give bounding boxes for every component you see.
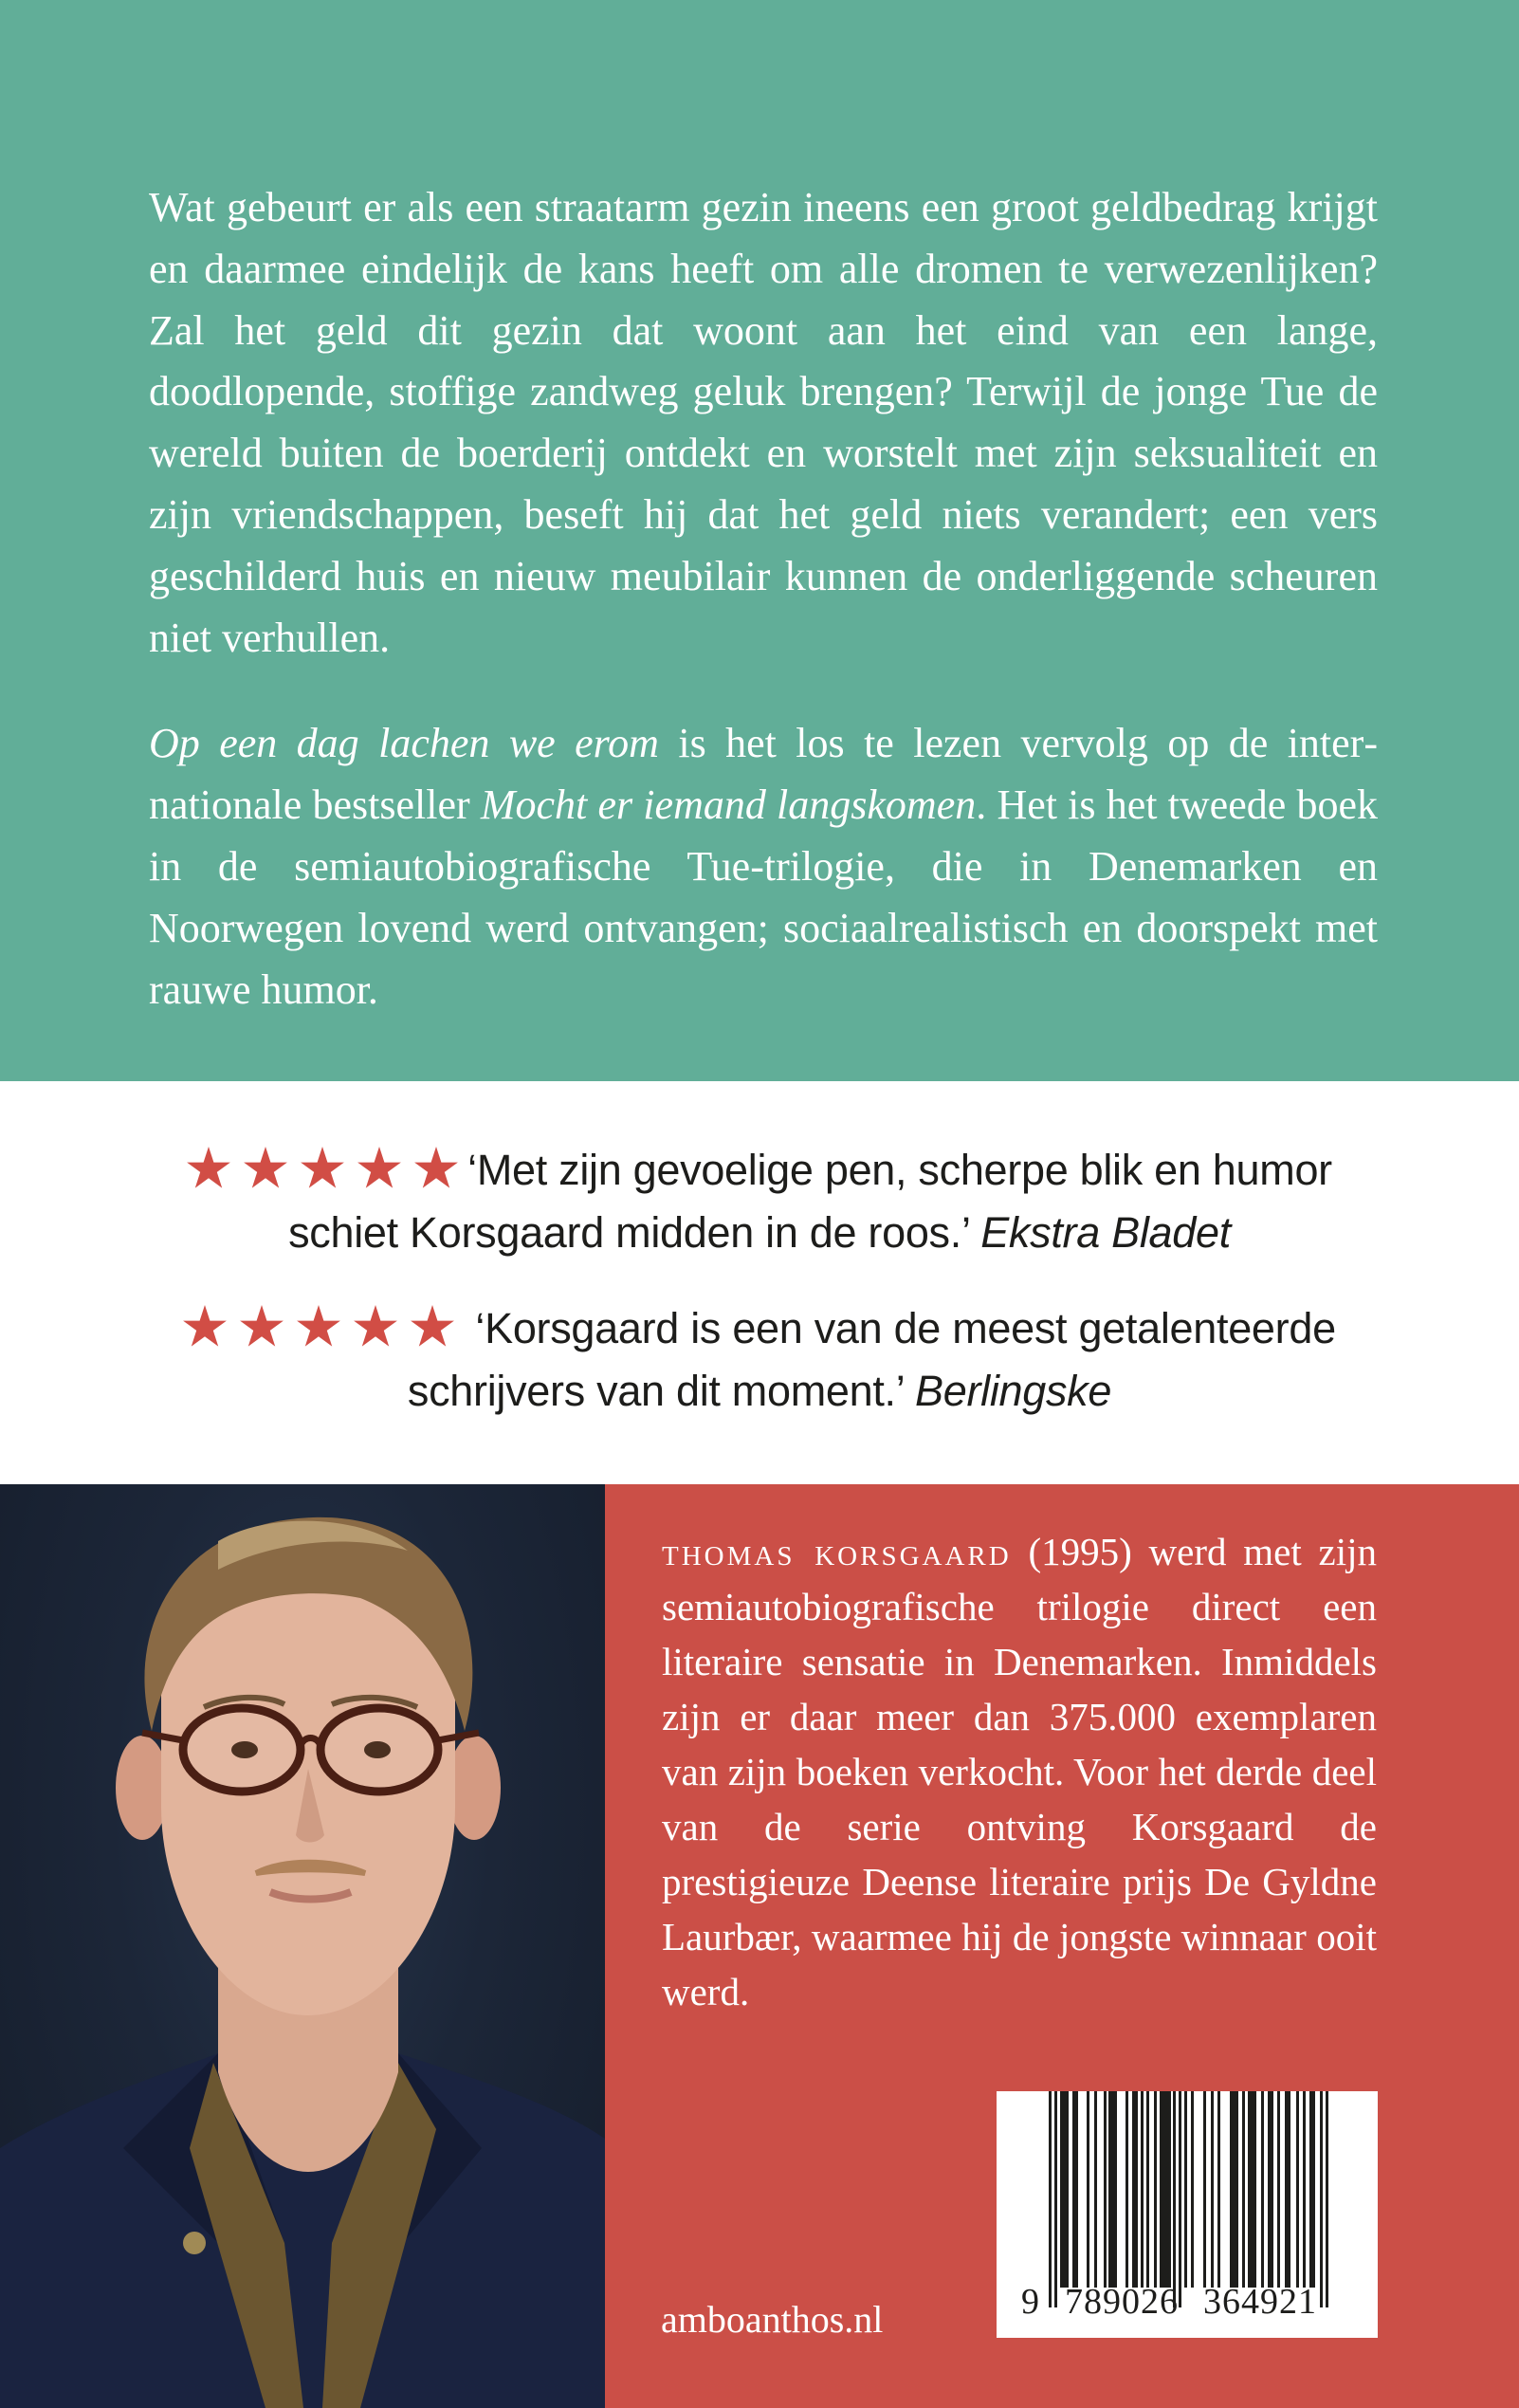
book-title: Op een dag lachen we erom [149,720,659,767]
review-ekstra-bladet [0,1141,1519,1262]
blurb-paragraph-1: Wat gebeurt er als een straatarm gezin ineens een groot geldbedrag krijgt en daarmee eindelijk de kans heeft om alle dromen te verwezenlijken? Zal het geld dit gezin dat woont aan het eind van een lange, doodlopende, stoffige zandweg geluk brengen? Terwijl de jonge Tue de wereld buiten de boerderij ontdekt en worstelt met zijn seksualiteit en zijn vriendschappen, beseft hij dat het geld niets verandert; een vers geschilderd huis en nieuw meubilair kunnen de onderliggende scheuren niet verhullen. [149,184,1378,661]
isbn-left-group: 789026 [1065,2282,1179,2322]
author-section [0,1484,1519,2408]
review-quote-line-2: schrijvers van dit moment.’ [407,1367,915,1415]
author-photo [0,1484,605,2408]
publisher-url[interactable]: amboanthos.nl [661,2298,884,2341]
star-icon [357,1147,401,1188]
star-icon [301,1147,344,1188]
review-line-1 [0,1141,1519,1204]
blurb-paragraph-2-text-2: . Het is het tweede boek in de semiautobiografische Tue-trilogie, die in Denemarken en Noorwegen lovend werd ontvangen; sociaalrealistisch en doorspekt met rauwe humor. [149,781,1379,1013]
isbn-barcode [997,2091,1378,2338]
review-source: Berlingske [915,1367,1112,1415]
reviews-section [0,1081,1519,1484]
author-bio [662,1524,1377,2019]
review-source: Ekstra Bladet [980,1208,1231,1257]
blurb-section [0,0,1519,1081]
star-icon [354,1305,397,1347]
blurb-paragraph-2-text-1: is het los te lezen vervolg op de internationale bestseller [149,720,1378,829]
review-berlingske [0,1299,1519,1421]
star-icon [411,1305,454,1347]
review-quote-line-1: ‘Met zijn gevoelige pen, scherpe blik en humor [467,1146,1332,1194]
star-icon [187,1147,230,1188]
author-panel [605,1484,1519,2408]
isbn-right-group: 364921 [1203,2282,1317,2322]
author-bio-text: (1995) werd met zijn semiautobiografische trilogie direct een literaire sensatie in Denemarken. Inmiddels zijn er daar meer dan 375.000 exemplaren van zijn boeken verkocht. Voor het derde deel van de serie ontving Korsgaard de prestigieuze Deense literaire prijs De Gyldne Laurbær, waarmee hij de jongste winnaar ooit werd. [662,1530,1377,2013]
star-rating [187,1145,458,1204]
isbn-digits [997,2278,1378,2325]
review-line-2 [0,1362,1519,1421]
prequel-title: Mocht er iemand langskomen [480,781,977,829]
review-quote-line-2: schiet Korsgaard midden in de roos.’ [288,1208,981,1257]
star-icon [244,1147,287,1188]
author-name: thomas korsgaard [662,1530,1012,1573]
isbn-first-digit: 9 [1021,2282,1040,2322]
blurb-paragraph-2 [149,713,1378,1020]
star-icon [297,1305,340,1347]
star-icon [183,1305,227,1347]
review-quote-line-1: ‘Korsgaard is een van de meest getalenteerde [464,1304,1336,1352]
star-icon [240,1305,284,1347]
blurb-text [149,177,1378,1020]
review-line-1 [0,1299,1519,1362]
star-icon [414,1147,458,1188]
star-rating [183,1303,454,1362]
review-line-2 [0,1204,1519,1262]
